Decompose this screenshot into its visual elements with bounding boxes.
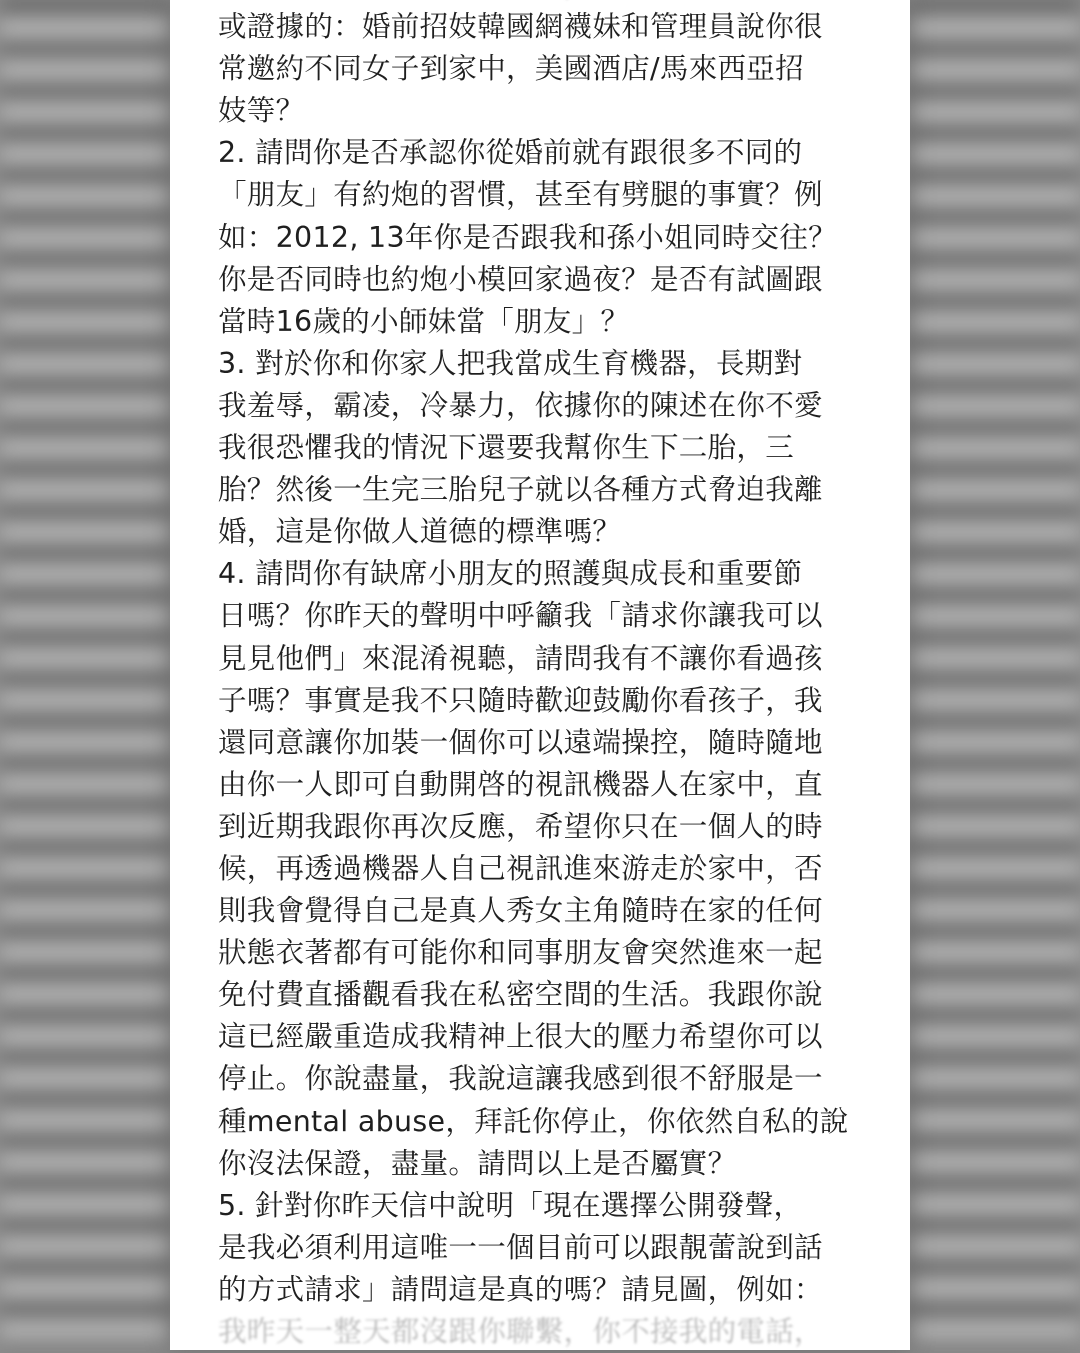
text-line: 或證據的：婚前招妓韓國網襪妹和管理員說你很 [218,10,823,44]
text-line: 停止。你說盡量，我說這讓我感到很不舒服是一 [218,1062,823,1096]
text-line-item-3: 3. 對於你和你家人把我當成生育機器，長期對 [218,346,803,380]
text-line-item-5: 5. 針對你昨天信中說明「現在選擇公開發聲， [218,1188,803,1222]
text-line-item-4: 4. 請問你有缺席小朋友的照護與成長和重要節 [218,557,803,591]
text-line: 則我會覺得自己是真人秀女主角隨時在家的任何 [218,894,823,928]
document-page [170,0,910,1350]
text-line-item-2: 2. 請問你是否承認你從婚前就有跟很多不同的 [218,136,803,170]
document-text [218,0,868,1353]
text-line: 婚，這是你做人道德的標準嗎？ [218,515,622,549]
blurred-background-left [0,0,170,1350]
text-line: 狀態衣著都有可能你和同事朋友會突然進來一起 [218,936,823,970]
text-line: 見見他們」來混淆視聽，請問我有不讓你看過孩 [218,641,823,675]
text-line: 到近期我跟你再次反應，希望你只在一個人的時 [218,809,823,843]
text-line: 你沒法保證，盡量。請問以上是否屬實？ [218,1146,737,1180]
text-line: 我羞辱，霸凌，冷暴力，依據你的陳述在你不愛 [218,388,823,422]
text-line: 如：2012, 13年你是否跟我和孫小姐同時交往？ [218,220,837,254]
text-line: 這已經嚴重造成我精神上很大的壓力希望你可以 [218,1020,823,1054]
text-line: 候，再透過機器人自己視訊進來游走於家中，否 [218,851,823,885]
text-line: 種mental abuse，拜託你停止，你依然自私的說 [218,1104,849,1138]
text-line: 常邀約不同女子到家中，美國酒店/馬來西亞招 [218,52,804,86]
text-line: 子嗎？事實是我不只隨時歡迎鼓勵你看孩子，我 [218,683,823,717]
text-line: 還同意讓你加裝一個你可以遠端操控，隨時隨地 [218,725,823,759]
text-line: 當時16歲的小師妹當「朋友」？ [218,304,630,338]
text-line: 我很恐懼我的情況下還要我幫你生下二胎，三 [218,431,795,465]
text-line: 免付費直播觀看我在私密空間的生活。我跟你說 [218,978,823,1012]
text-line: 你是否同時也約炮小模回家過夜？是否有試圖跟 [218,262,823,296]
text-line: 由你一人即可自動開啓的視訊機器人在家中，直 [218,767,823,801]
text-line: 妓等？ [218,94,305,128]
text-line: 是我必須利用這唯一一個目前可以跟靚蕾說到話 [218,1230,823,1264]
blurred-background-right [910,0,1080,1350]
text-line: 的方式請求」請問這是真的嗎？請見圖，例如： [218,1272,823,1306]
text-line: 胎？然後一生完三胎兒子就以各種方式脅迫我離 [218,473,823,507]
text-line-partial-bottom: 我昨天一整天都沒跟你聯繫，你不接我的電話， [218,1315,823,1348]
text-line-partial-top [218,0,868,6]
text-line: 「朋友」有約炮的習慣，甚至有劈腿的事實？例 [218,178,823,212]
text-line: 日嗎？你昨天的聲明中呼籲我「請求你讓我可以 [218,599,823,633]
